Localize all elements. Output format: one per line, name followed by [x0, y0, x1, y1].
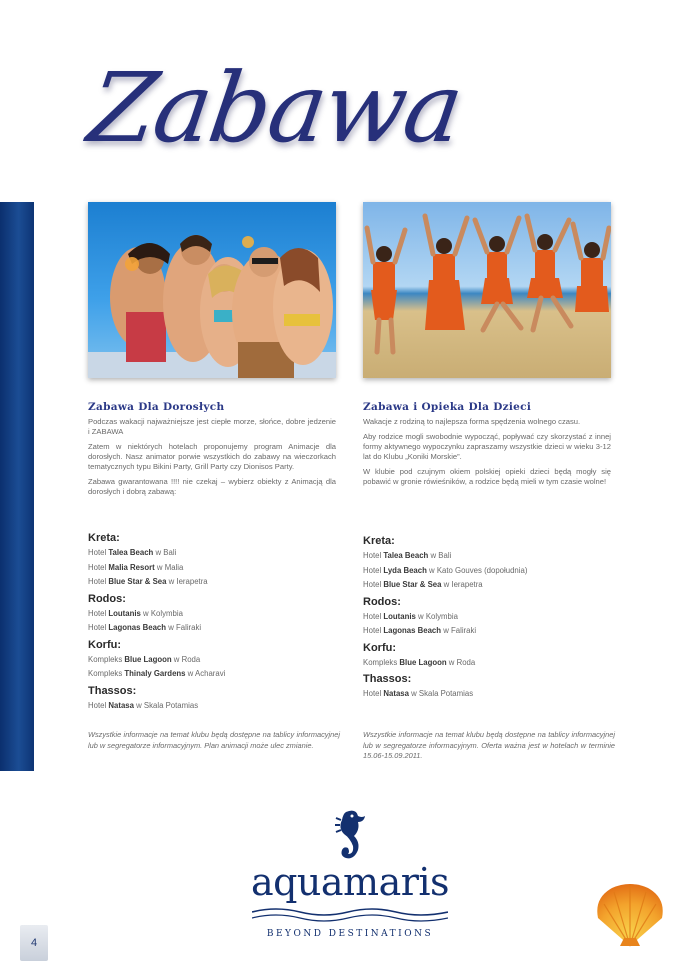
hotel-item: [88, 699, 348, 714]
kids-footnote: Wszystkie informacje na temat klubu będą dostępne na tablicy informacyjnej lub w segregatorze informacyjnym. Oferta ważna jest w hotelach w terminie 15.06-15.09.2011.: [363, 730, 615, 760]
kids-heading: Zabawa i Opieka Dla Dzieci: [363, 401, 532, 413]
hotel-item: [363, 578, 623, 593]
hotel-prefix: Hotel: [88, 562, 107, 572]
photo-beach-illustration: [363, 202, 611, 378]
hotel-prefix: Hotel: [363, 565, 382, 575]
adults-paragraph-3: Zabawa gwarantowana !!!! nie czekaj – wybierz obiekty z Animacją dla dorosłych i dobrą zabawą:: [88, 477, 336, 496]
hotel-prefix: Hotel: [363, 580, 382, 589]
seashell-icon: [590, 880, 670, 950]
photo-adults-illustration: [88, 202, 336, 378]
hotel-item: [88, 546, 348, 561]
hotel-location: w Kolymbia: [143, 608, 183, 618]
hotel-location: w Malia: [156, 562, 184, 572]
hotel-item: [363, 549, 623, 564]
hotel-item: [363, 624, 623, 639]
logo-tagline: BEYOND DESTINATIONS: [266, 929, 434, 939]
hotel-name: Talea Beach: [108, 548, 154, 557]
adults-hotel-list: [88, 529, 348, 713]
page-title-block: [82, 40, 468, 190]
page-number: 4: [30, 937, 38, 949]
hotel-location: w Faliraki: [443, 626, 477, 635]
hotel-prefix: Hotel: [88, 548, 107, 557]
hotel-location: w Bali: [155, 548, 177, 557]
side-accent-bar: [0, 202, 34, 771]
hotel-name: Blue Lagoon: [124, 654, 172, 664]
hotel-name: Loutanis: [383, 611, 416, 621]
hotel-name: Lyda Beach: [383, 565, 427, 575]
kids-hotel-list: [363, 532, 623, 702]
hotel-prefix: Hotel: [88, 623, 107, 632]
hotel-name: Lagonas Beach: [108, 623, 167, 632]
hotel-item: [88, 607, 348, 622]
adults-section: [88, 401, 336, 502]
page-title: Zabawa: [82, 52, 468, 164]
hotel-item: [363, 610, 623, 625]
hotel-location: w Skala Potamias: [411, 689, 474, 698]
region-heading: Rodos:: [88, 592, 126, 605]
hotel-location: w Ierapetra: [443, 580, 483, 589]
region-heading: Korfu:: [88, 638, 121, 651]
hotel-name: Blue Star & Sea: [108, 577, 167, 586]
hotel-location: w Kolymbia: [418, 611, 458, 621]
hotel-location: w Faliraki: [168, 623, 202, 632]
region-heading: Thassos:: [363, 673, 412, 685]
hotel-prefix: Hotel: [363, 551, 382, 560]
aquamaris-logo: [240, 808, 460, 948]
hotel-name: Thinaly Gardens: [124, 669, 186, 678]
hotel-item: [363, 687, 623, 702]
hotel-prefix: Kompleks: [88, 654, 123, 664]
adults-paragraph-1: Podczas wakacji najważniejsze jest ciepłe morze, słońce, dobre jedzenie i ZABAWA: [88, 417, 336, 436]
hotel-location: w Roda: [173, 654, 201, 664]
region-heading: Thassos:: [88, 684, 137, 697]
hotel-prefix: Hotel: [363, 626, 382, 635]
hotel-location: w Roda: [448, 657, 476, 667]
kids-paragraph-1: Wakacje z rodziną to najlepsza forma spędzenia wolnego czasu.: [363, 417, 581, 426]
hotel-item: [363, 564, 623, 579]
hotel-location: w Acharavi: [187, 669, 226, 678]
adults-heading: Zabawa Dla Dorosłych: [88, 401, 225, 413]
kids-paragraph-3: W klubie pod czujnym okiem polskiej opieki dzieci będą mogły się pobawić w gronie rówieśników, a rodzice będą mieli w tym czasie wolne!: [363, 467, 611, 486]
hotel-prefix: Hotel: [363, 689, 382, 698]
hotel-item: [363, 656, 623, 671]
hotel-name: Natasa: [383, 689, 409, 698]
region-heading: Rodos:: [363, 595, 401, 608]
seahorse-icon: [332, 808, 368, 866]
hotel-name: Natasa: [108, 700, 134, 710]
region-heading: Korfu:: [363, 641, 396, 654]
photo-beach-jumping: [363, 202, 611, 378]
hotel-prefix: Kompleks: [88, 669, 123, 678]
hotel-name: Loutanis: [108, 608, 141, 618]
hotel-item: [88, 575, 348, 590]
photo-adults-party: [88, 202, 336, 378]
hotel-name: Lagonas Beach: [383, 626, 442, 635]
hotel-location: w Skala Potamias: [136, 700, 199, 710]
adults-paragraph-2: Zatem w niektórych hotelach proponujemy program Animacje dla dorosłych. Nasz animator porwie wszystkich do zabawy na wieczorkach tematycznych typu Bikini Party, Grill Party czy Dionisos Party.: [88, 442, 336, 471]
hotel-item: [88, 667, 348, 682]
hotel-name: Blue Lagoon: [399, 657, 447, 667]
hotel-location: w Kato Gouves (dopołudnia): [429, 565, 528, 575]
hotel-prefix: Hotel: [363, 611, 382, 621]
hotel-prefix: Hotel: [88, 700, 107, 710]
hotel-name: Malia Resort: [108, 562, 155, 572]
hotel-prefix: Hotel: [88, 577, 107, 586]
hotel-name: Talea Beach: [383, 551, 429, 560]
kids-section: [363, 401, 611, 492]
region-heading: Kreta:: [88, 532, 120, 544]
hotel-name: Blue Star & Sea: [383, 580, 442, 589]
hotel-item: [88, 561, 348, 576]
page-number-tab: [20, 925, 48, 961]
hotel-item: [88, 621, 348, 636]
hotel-prefix: Hotel: [88, 608, 107, 618]
kids-paragraph-2: Aby rodzice mogli swobodnie wypocząć, popływać czy skorzystać z innej formy aktywnego wypoczynku zapraszamy wszystkie dzieci w wieku 3-12 lat do Klubu „Koniki Morskie”.: [363, 432, 611, 461]
hotel-item: [88, 653, 348, 668]
waves-icon: [252, 906, 448, 924]
region-heading: Kreta:: [363, 535, 395, 547]
hotel-location: w Bali: [430, 551, 452, 560]
hotel-prefix: Kompleks: [363, 657, 398, 667]
logo-wordmark: aquamaris: [250, 860, 450, 904]
adults-footnote: Wszystkie informacje na temat klubu będą dostępne na tablicy informacyjnej lub w segregatorze informacyjnym. Plan animacji może ulec zmianie.: [88, 730, 340, 750]
hotel-location: w Ierapetra: [168, 577, 208, 586]
